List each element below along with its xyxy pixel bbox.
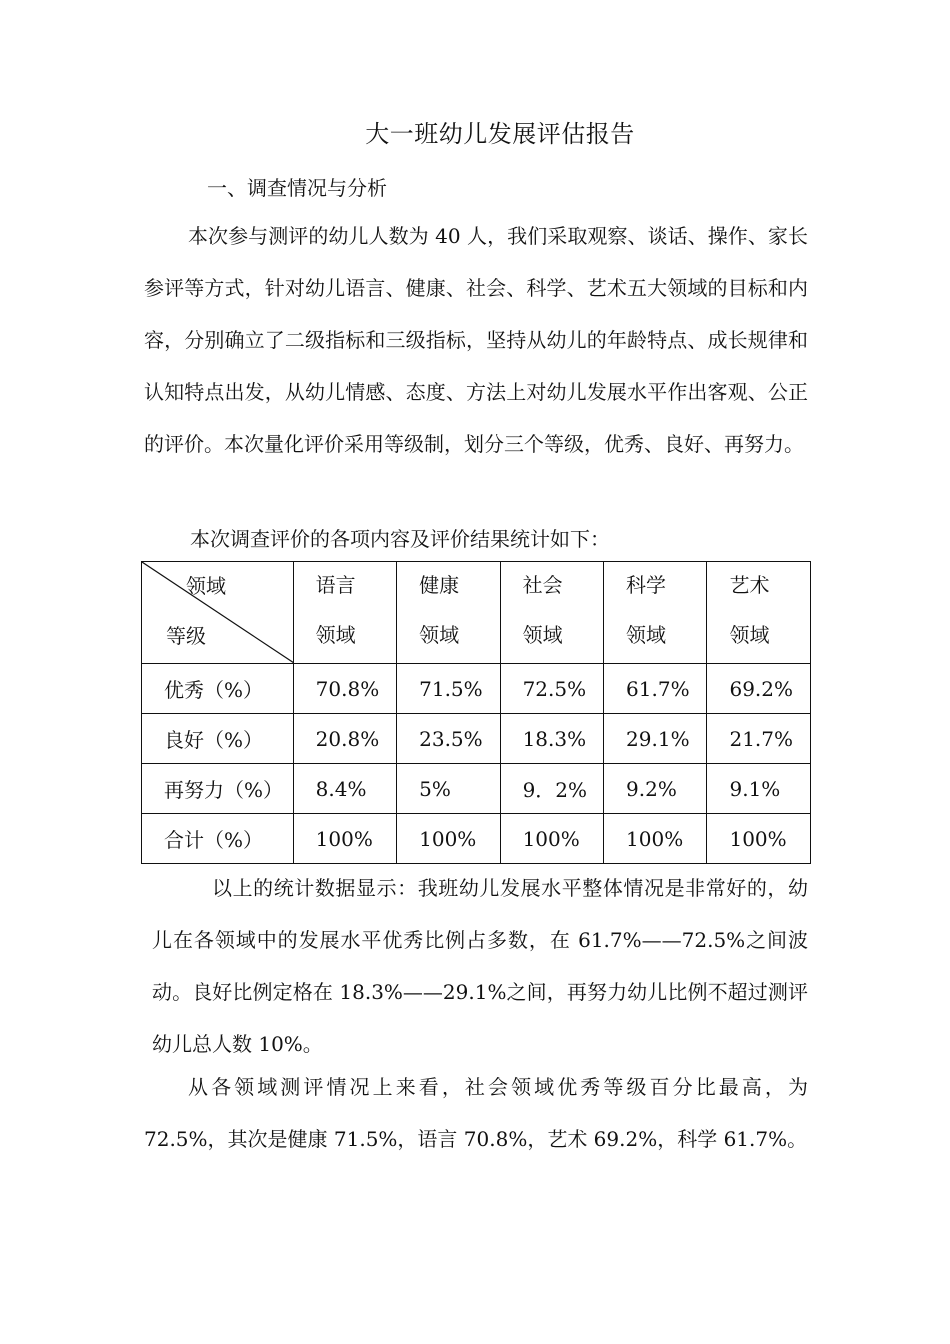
row-label: 合计（%）	[142, 814, 294, 864]
table-cell: 100%	[604, 814, 707, 864]
column-header-health: 健康 领域	[397, 562, 500, 664]
table-header-row	[142, 562, 811, 664]
table-cell: 21.7%	[707, 714, 811, 764]
table-cell: 8.4%	[293, 764, 396, 814]
corner-label-level: 等级	[166, 624, 206, 648]
table-row-excellent	[142, 664, 811, 714]
table-cell: 9.1%	[707, 764, 811, 814]
section-heading: 一、调查情况与分析	[207, 176, 387, 200]
column-header-science: 科学 领域	[604, 562, 707, 664]
table-cell: 18.3%	[500, 714, 603, 764]
paragraph-data-summary: 以上的统计数据显示：我班幼儿发展水平整体情况是非常好的，幼儿在各领域中的发展水平优秀比例占多数，在 61.7%——72.5%之间波动。良好比例定格在 18.3%——29.1%之间，再努力幼儿比例不超过测评幼儿总人数 10%。	[152, 876, 808, 1056]
row-label: 再努力（%）	[142, 764, 294, 814]
row-label: 良好（%）	[142, 714, 294, 764]
table-corner-cell	[142, 562, 294, 664]
column-header-society: 社会 领域	[500, 562, 603, 664]
table-cell: 5%	[397, 764, 500, 814]
table-cell: 72.5%	[500, 664, 603, 714]
table-cell: 61.7%	[604, 664, 707, 714]
table-row-needs-effort	[142, 764, 811, 814]
paragraph-domain-ranking: 从各领域测评情况上来看，社会领域优秀等级百分比最高，为 72.5%，其次是健康 71.5%，语言 70.8%，艺术 69.2%，科学 61.7%。	[144, 1075, 808, 1151]
table-row-total	[142, 814, 811, 864]
column-header-language: 语言 领域	[293, 562, 396, 664]
table-cell: 70.8%	[293, 664, 396, 714]
table-cell: 69.2%	[707, 664, 811, 714]
table-cell: 9.2%	[604, 764, 707, 814]
table-cell: 20.8%	[293, 714, 396, 764]
table-cell: 100%	[707, 814, 811, 864]
table-cell: 29.1%	[604, 714, 707, 764]
table-cell: 9．2%	[500, 764, 603, 814]
table-cell: 71.5%	[397, 664, 500, 714]
table-intro: 本次调查评价的各项内容及评价结果统计如下：	[190, 527, 610, 551]
table-cell: 100%	[293, 814, 396, 864]
table-cell: 100%	[397, 814, 500, 864]
table-cell: 100%	[500, 814, 603, 864]
document-title: 大一班幼儿发展评估报告	[365, 120, 635, 148]
evaluation-table	[141, 561, 811, 864]
paragraph-survey-method: 本次参与测评的幼儿人数为 40 人，我们采取观察、谈话、操作、家长参评等方式，针对幼儿语言、健康、社会、科学、艺术五大领域的目标和内容，分别确立了二级指标和三级指标，坚持从幼儿的年龄特点、成长规律和认知特点出发，从幼儿情感、态度、方法上对幼儿发展水平作出客观、公正的评价。本次量化评价采用等级制，划分三个等级，优秀、良好、再努力。	[144, 224, 808, 456]
column-header-art: 艺术 领域	[707, 562, 811, 664]
corner-label-domain: 领域	[186, 574, 226, 598]
table-row-good	[142, 714, 811, 764]
table-cell: 23.5%	[397, 714, 500, 764]
row-label: 优秀（%）	[142, 664, 294, 714]
